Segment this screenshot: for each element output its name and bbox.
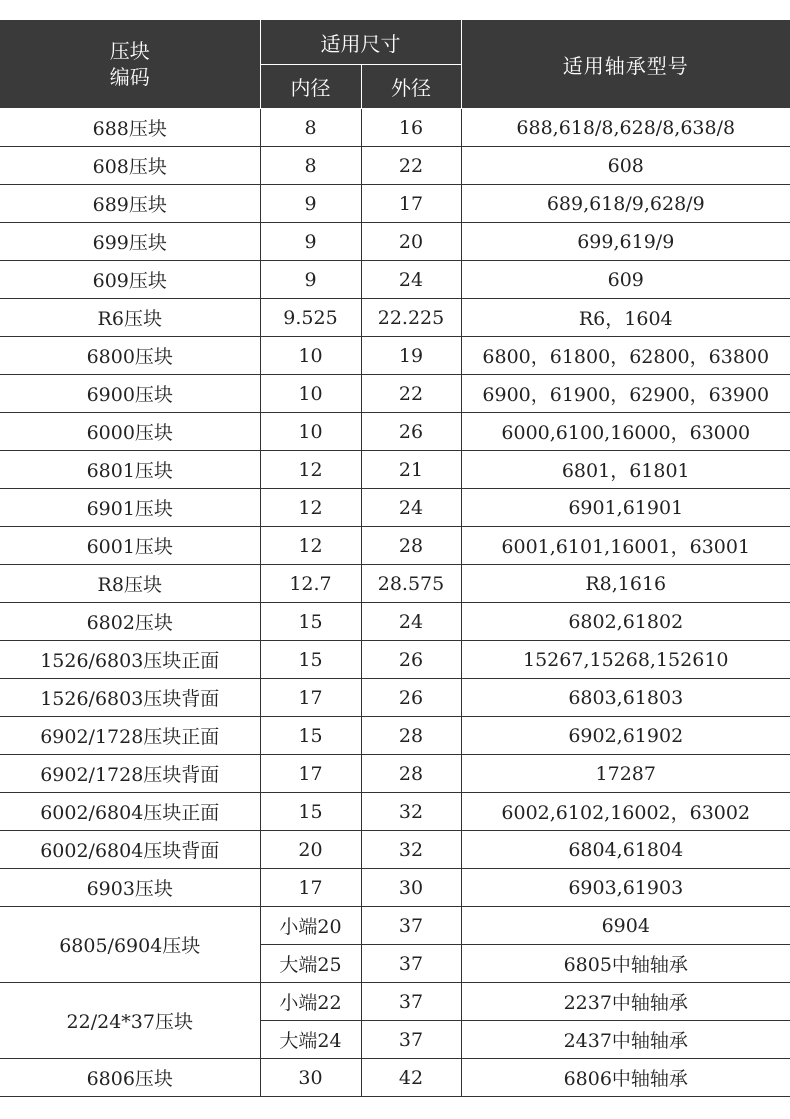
outer-cell: 37 xyxy=(361,1021,461,1059)
outer-cell: 22 xyxy=(361,375,461,413)
model-cell: 689,618/9,628/9 xyxy=(461,185,790,223)
model-cell: 6803,61803 xyxy=(461,679,790,717)
code-cell: 6002/6804压块正面 xyxy=(0,793,260,831)
table-row xyxy=(0,147,790,185)
model-cell: 6902,61902 xyxy=(461,717,790,755)
code-cell: 6802压块 xyxy=(0,603,260,641)
table-row xyxy=(0,375,790,413)
outer-cell: 26 xyxy=(361,413,461,451)
outer-cell: 21 xyxy=(361,451,461,489)
model-cell: 608 xyxy=(461,147,790,185)
code-cell: 6800压块 xyxy=(0,337,260,375)
code-cell: 1526/6803压块正面 xyxy=(0,641,260,679)
table-row xyxy=(0,603,790,641)
code-cell: 6001压块 xyxy=(0,527,260,565)
table-row xyxy=(0,299,790,337)
model-cell: 688,618/8,628/8,638/8 xyxy=(461,109,790,147)
inner-cell: 9 xyxy=(260,261,361,299)
table-row xyxy=(0,755,790,793)
table-row-group xyxy=(0,907,790,945)
code-cell: 6002/6804压块背面 xyxy=(0,831,260,869)
table-row xyxy=(0,869,790,907)
outer-cell: 20 xyxy=(361,223,461,261)
outer-cell: 37 xyxy=(361,983,461,1021)
table-row xyxy=(0,185,790,223)
inner-cell: 17 xyxy=(260,755,361,793)
table-row xyxy=(0,337,790,375)
header-model: 适用轴承型号 xyxy=(461,20,790,109)
inner-cell: 大端24 xyxy=(260,1021,361,1059)
outer-cell: 24 xyxy=(361,261,461,299)
inner-cell: 12 xyxy=(260,451,361,489)
outer-cell: 22 xyxy=(361,147,461,185)
model-cell: 609 xyxy=(461,261,790,299)
table-row xyxy=(0,1059,790,1097)
model-cell: R6，1604 xyxy=(461,299,790,337)
model-cell: 6903,61903 xyxy=(461,869,790,907)
model-cell: R8,1616 xyxy=(461,565,790,603)
code-cell: 689压块 xyxy=(0,185,260,223)
inner-cell: 15 xyxy=(260,641,361,679)
outer-cell: 37 xyxy=(361,945,461,983)
code-cell: 6902/1728压块背面 xyxy=(0,755,260,793)
code-cell: 22/24*37压块 xyxy=(0,983,260,1059)
model-cell: 2237中轴轴承 xyxy=(461,983,790,1021)
outer-cell: 19 xyxy=(361,337,461,375)
outer-cell: 28.575 xyxy=(361,565,461,603)
code-cell: 609压块 xyxy=(0,261,260,299)
header-outer: 外径 xyxy=(361,65,461,109)
inner-cell: 15 xyxy=(260,717,361,755)
outer-cell: 30 xyxy=(361,869,461,907)
table-row xyxy=(0,641,790,679)
code-cell: 699压块 xyxy=(0,223,260,261)
table-row xyxy=(0,413,790,451)
code-cell: 1526/6803压块背面 xyxy=(0,679,260,717)
model-cell: 6806中轴轴承 xyxy=(461,1059,790,1097)
inner-cell: 12 xyxy=(260,527,361,565)
outer-cell: 16 xyxy=(361,109,461,147)
code-cell: 6801压块 xyxy=(0,451,260,489)
outer-cell: 32 xyxy=(361,831,461,869)
inner-cell: 12 xyxy=(260,489,361,527)
table-header xyxy=(0,20,790,109)
model-cell: 6901,61901 xyxy=(461,489,790,527)
inner-cell: 10 xyxy=(260,375,361,413)
model-cell: 15267,15268,152610 xyxy=(461,641,790,679)
header-code xyxy=(0,20,260,109)
inner-cell: 15 xyxy=(260,603,361,641)
header-size-group: 适用尺寸 xyxy=(260,20,461,65)
model-cell: 6805中轴轴承 xyxy=(461,945,790,983)
code-cell: 6901压块 xyxy=(0,489,260,527)
outer-cell: 26 xyxy=(361,641,461,679)
header-code-line1: 压块 xyxy=(109,39,150,63)
code-cell: R6压块 xyxy=(0,299,260,337)
table-row xyxy=(0,489,790,527)
inner-cell: 12.7 xyxy=(260,565,361,603)
inner-cell: 17 xyxy=(260,869,361,907)
outer-cell: 42 xyxy=(361,1059,461,1097)
inner-cell: 8 xyxy=(260,109,361,147)
code-cell: 6000压块 xyxy=(0,413,260,451)
inner-cell: 9.525 xyxy=(260,299,361,337)
table-row xyxy=(0,109,790,147)
outer-cell: 22.225 xyxy=(361,299,461,337)
model-cell: 17287 xyxy=(461,755,790,793)
inner-cell: 10 xyxy=(260,337,361,375)
bearing-spec-table xyxy=(0,20,790,1097)
table-row xyxy=(0,527,790,565)
table-row xyxy=(0,831,790,869)
outer-cell: 17 xyxy=(361,185,461,223)
code-cell: 6900压块 xyxy=(0,375,260,413)
inner-cell: 小端22 xyxy=(260,983,361,1021)
code-cell: 6903压块 xyxy=(0,869,260,907)
outer-cell: 28 xyxy=(361,527,461,565)
header-inner: 内径 xyxy=(260,65,361,109)
header-code-line2: 编码 xyxy=(109,65,150,89)
inner-cell: 8 xyxy=(260,147,361,185)
outer-cell: 28 xyxy=(361,755,461,793)
model-cell: 2437中轴轴承 xyxy=(461,1021,790,1059)
code-cell: 608压块 xyxy=(0,147,260,185)
table-row xyxy=(0,565,790,603)
table-row xyxy=(0,793,790,831)
code-cell: R8压块 xyxy=(0,565,260,603)
model-cell: 6804,61804 xyxy=(461,831,790,869)
table-body xyxy=(0,109,790,1097)
model-cell: 6002,6102,16002，63002 xyxy=(461,793,790,831)
code-cell: 6902/1728压块正面 xyxy=(0,717,260,755)
code-cell: 688压块 xyxy=(0,109,260,147)
model-cell: 6800，61800，62800，63800 xyxy=(461,337,790,375)
table-row-group xyxy=(0,983,790,1021)
table-row xyxy=(0,679,790,717)
model-cell: 6802,61802 xyxy=(461,603,790,641)
inner-cell: 小端20 xyxy=(260,907,361,945)
inner-cell: 17 xyxy=(260,679,361,717)
inner-cell: 大端25 xyxy=(260,945,361,983)
table-row xyxy=(0,717,790,755)
outer-cell: 37 xyxy=(361,907,461,945)
code-cell: 6805/6904压块 xyxy=(0,907,260,983)
inner-cell: 30 xyxy=(260,1059,361,1097)
table-row xyxy=(0,223,790,261)
table-row xyxy=(0,451,790,489)
model-cell: 6900，61900，62900，63900 xyxy=(461,375,790,413)
inner-cell: 10 xyxy=(260,413,361,451)
model-cell: 6904 xyxy=(461,907,790,945)
model-cell: 699,619/9 xyxy=(461,223,790,261)
inner-cell: 9 xyxy=(260,223,361,261)
model-cell: 6001,6101,16001，63001 xyxy=(461,527,790,565)
model-cell: 6000,6100,16000，63000 xyxy=(461,413,790,451)
outer-cell: 26 xyxy=(361,679,461,717)
inner-cell: 15 xyxy=(260,793,361,831)
outer-cell: 24 xyxy=(361,603,461,641)
inner-cell: 9 xyxy=(260,185,361,223)
outer-cell: 24 xyxy=(361,489,461,527)
model-cell: 6801，61801 xyxy=(461,451,790,489)
outer-cell: 28 xyxy=(361,717,461,755)
inner-cell: 20 xyxy=(260,831,361,869)
outer-cell: 32 xyxy=(361,793,461,831)
table-row xyxy=(0,261,790,299)
code-cell: 6806压块 xyxy=(0,1059,260,1097)
